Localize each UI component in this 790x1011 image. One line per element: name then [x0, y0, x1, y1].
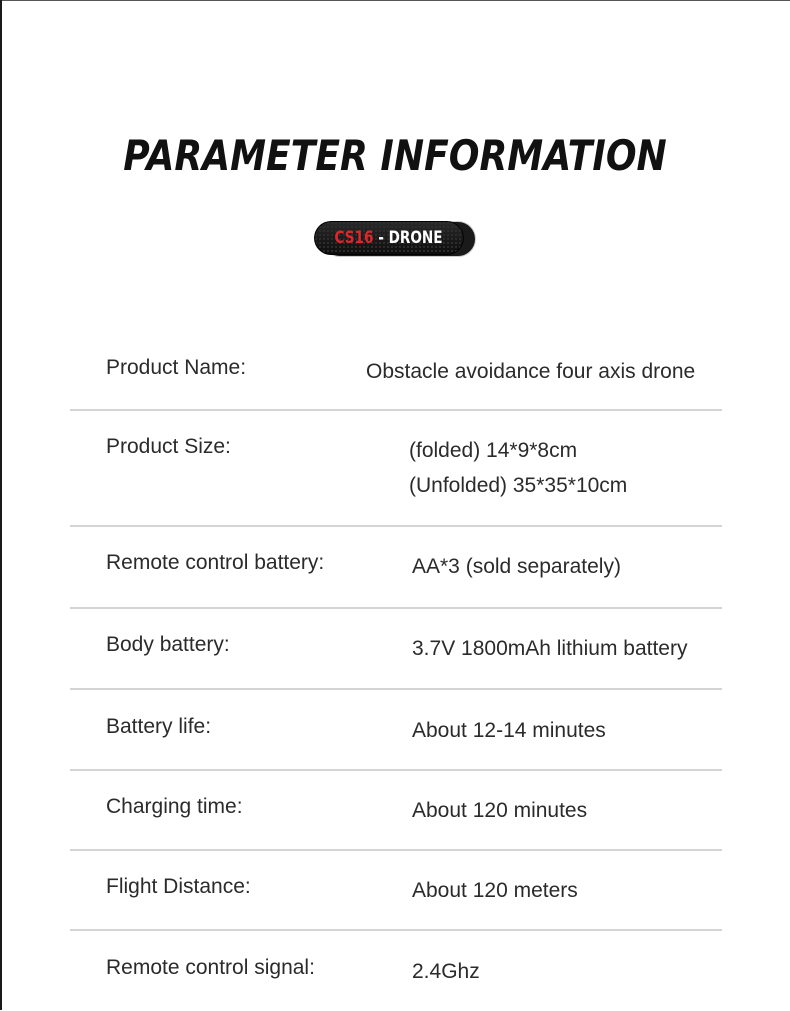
spec-label: Product Name: — [106, 356, 247, 379]
spec-label: Remote control signal: — [106, 956, 315, 979]
spec-label: Remote control battery: — [106, 551, 325, 574]
spec-value: (folded) 14*9*8cm — [409, 439, 578, 462]
spec-value: Obstacle avoidance four axis drone — [366, 360, 696, 383]
product-badge — [314, 220, 476, 258]
page-title: PARAMETER INFORMATION — [123, 131, 667, 180]
spec-row-remote-signal — [70, 931, 722, 1011]
spec-row-charging-time — [70, 771, 722, 851]
spec-label: Body battery: — [106, 633, 230, 656]
spec-label: Battery life: — [106, 715, 212, 738]
spec-row-product-name — [70, 332, 722, 411]
spec-label: Product Size: — [106, 435, 231, 458]
spec-row-product-size — [70, 411, 722, 527]
spec-value: (Unfolded) 35*35*10cm — [409, 474, 628, 497]
spec-value: 2.4Ghz — [412, 960, 480, 983]
spec-label: Flight Distance: — [106, 875, 251, 898]
spec-row-remote-battery — [70, 527, 722, 609]
spec-table — [70, 332, 722, 1011]
spec-value: About 120 meters — [412, 879, 578, 902]
spec-row-flight-distance — [70, 851, 722, 931]
page-border-left — [0, 0, 2, 1010]
spec-row-body-battery — [70, 609, 722, 690]
spec-value: About 12-14 minutes — [412, 719, 606, 742]
spec-label: Charging time: — [106, 795, 243, 818]
spec-value: 3.7V 1800mAh lithium battery — [412, 637, 688, 660]
spec-value: About 120 minutes — [412, 799, 588, 822]
badge-type: DRONE — [389, 228, 444, 248]
spec-row-battery-life — [70, 690, 722, 771]
badge-model: CS16 — [334, 228, 374, 248]
badge-pill — [314, 221, 464, 255]
page-border-top — [0, 0, 790, 1]
badge-separator: - — [373, 228, 390, 248]
spec-value: AA*3 (sold separately) — [412, 555, 621, 578]
badge-text — [335, 221, 443, 255]
